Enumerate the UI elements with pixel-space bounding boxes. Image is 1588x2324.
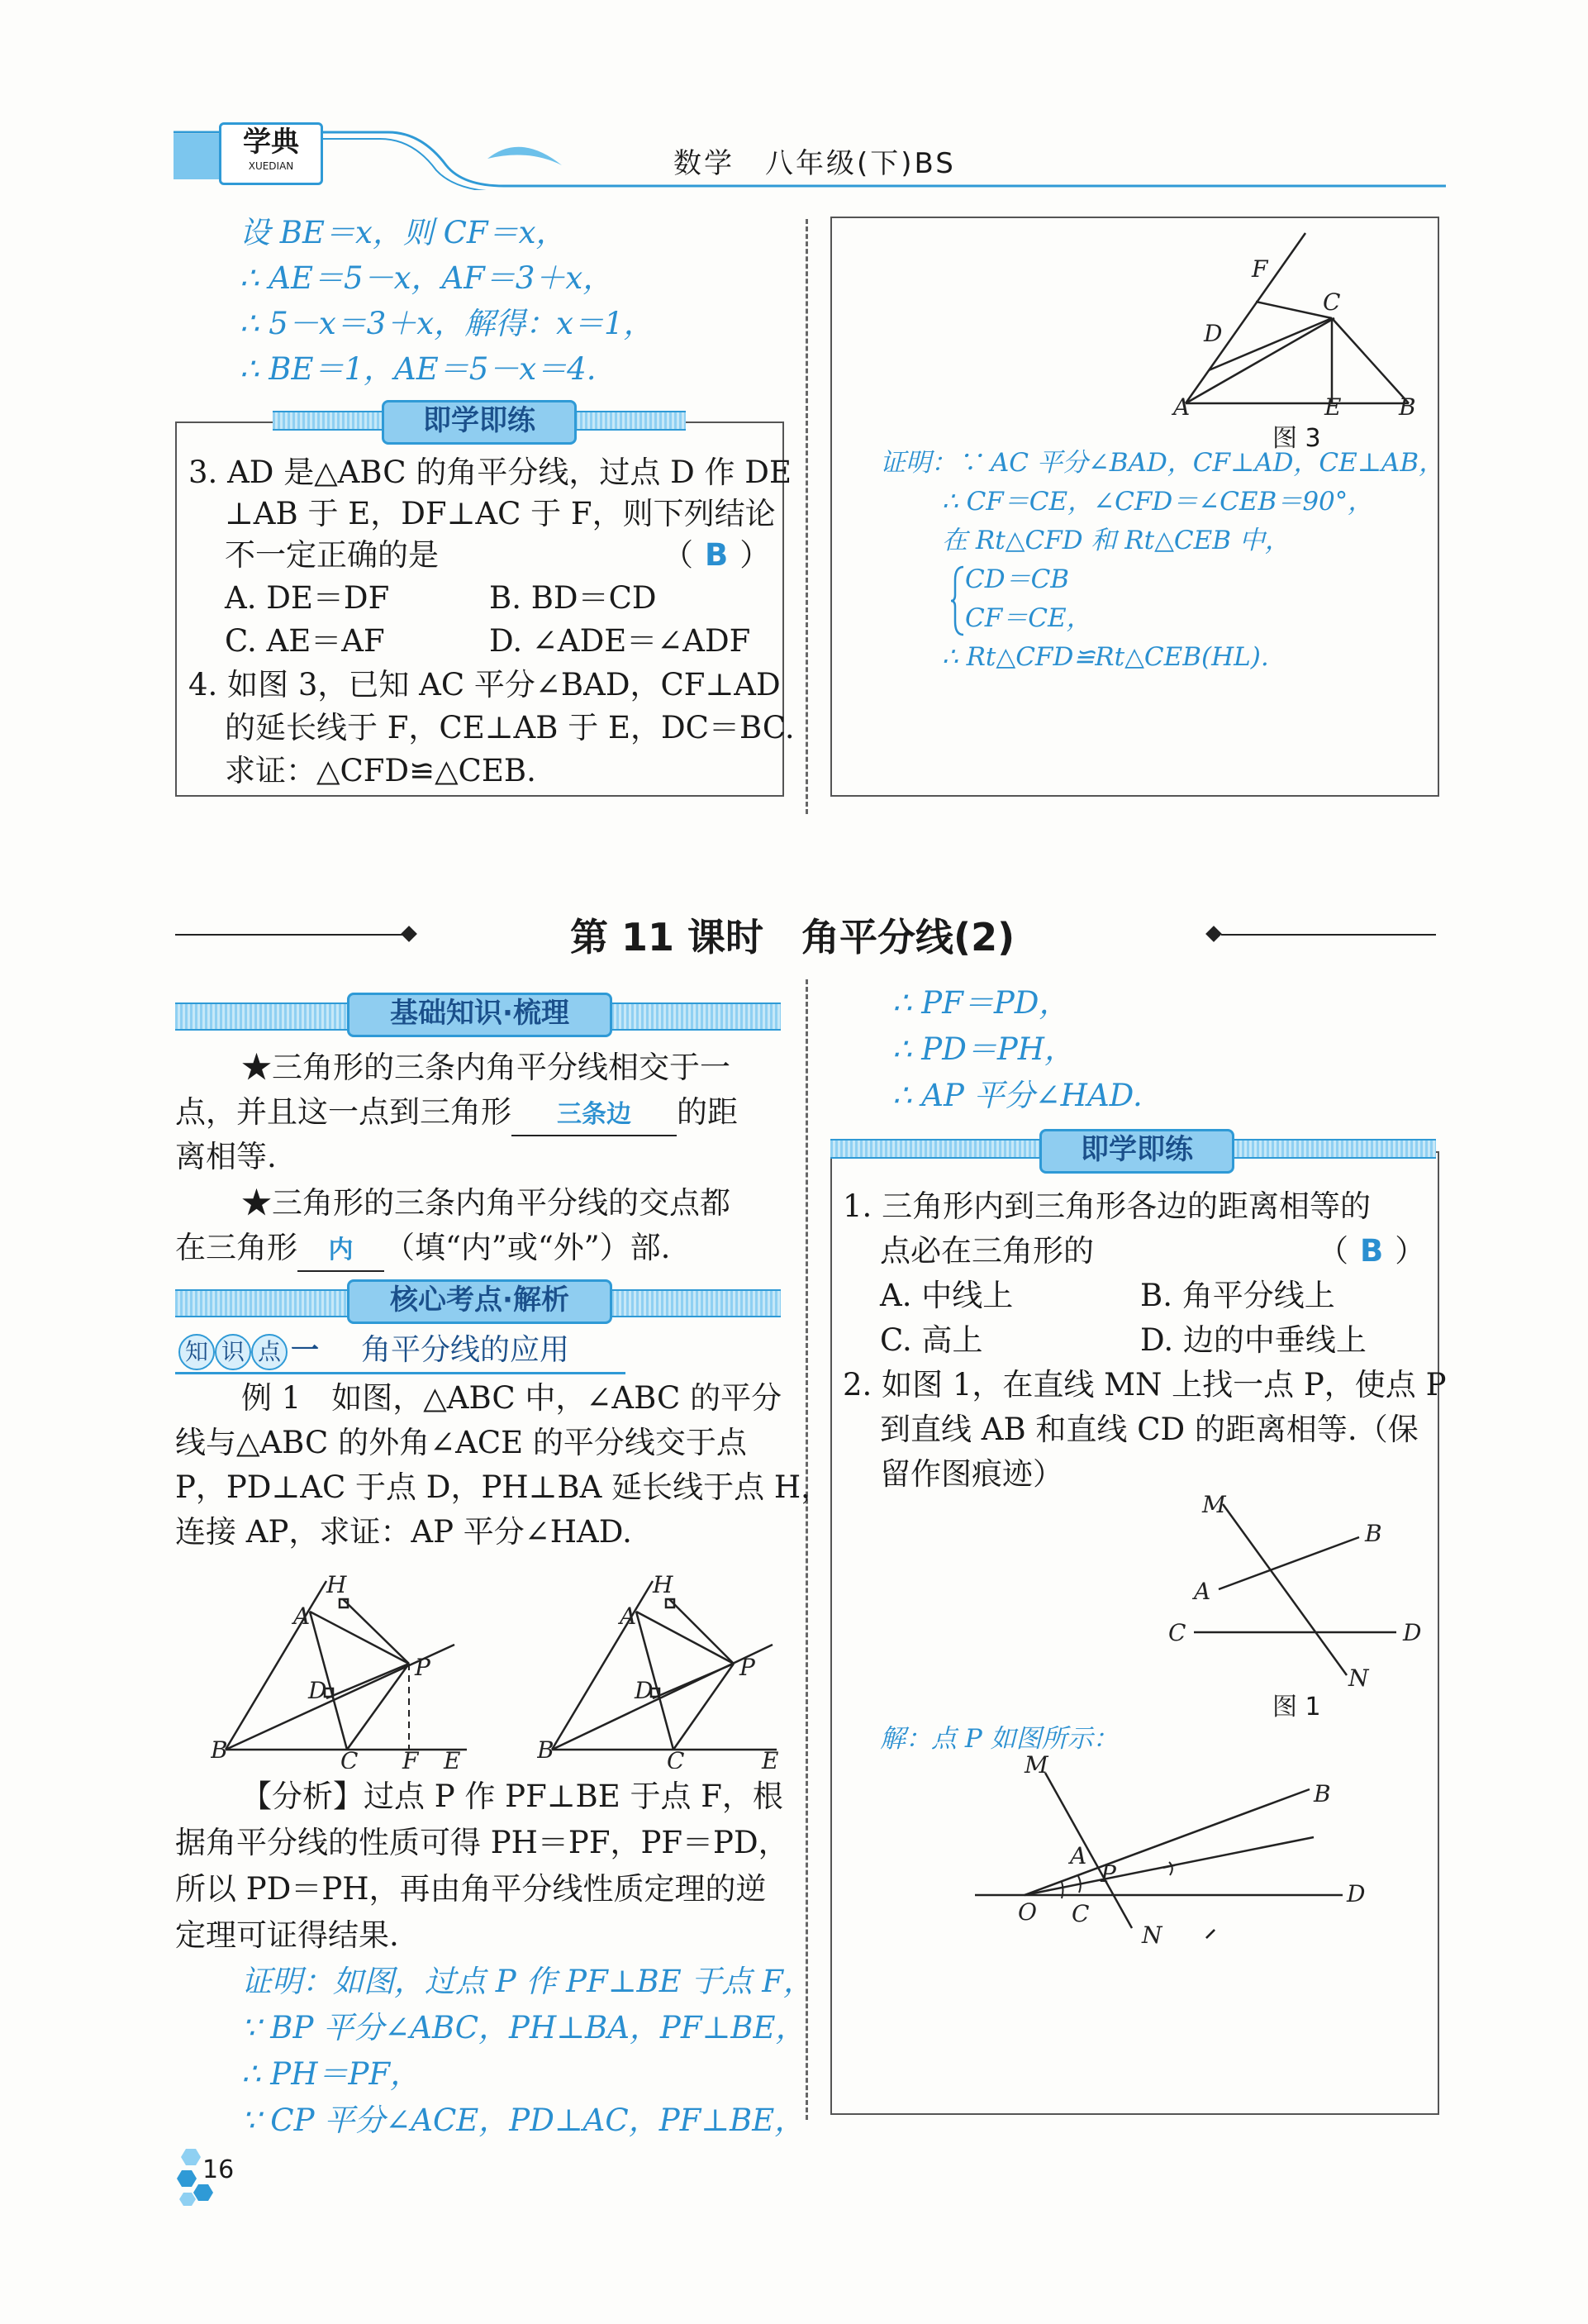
rq2-line: 到直线 AB 和直线 CD 的距离相等.（保 — [880, 1412, 1419, 1447]
bracket-close: ） — [739, 537, 771, 573]
logo — [219, 122, 323, 185]
sol-label-p: P — [1101, 1860, 1116, 1888]
bracket-open: （ — [663, 537, 693, 573]
ex2-label-h: H — [653, 1574, 673, 1598]
figure-1 — [1157, 1492, 1429, 1690]
figure-3 — [1161, 223, 1433, 421]
fig3-label-a: A — [1173, 393, 1191, 421]
proof3-line: CF＝CE， — [965, 603, 1092, 633]
page-number: 16 — [202, 2155, 235, 2184]
example-figure-left — [211, 1574, 475, 1769]
title-rule-left — [175, 934, 407, 936]
fig1-label-m: M — [1202, 1492, 1226, 1518]
sol-label-b: B — [1314, 1780, 1331, 1807]
basics-text: 的距 — [677, 1094, 738, 1130]
title-diamond-left — [401, 926, 417, 942]
ex-proof-cont-line: ∴ PF＝PD， — [892, 985, 1070, 1021]
basics-tag: 基础知识·梳理 — [347, 993, 612, 1037]
analysis-line: 【分析】过点 P 作 PF⊥BE 于点 F，根 — [241, 1779, 783, 1814]
ex-label-e: E — [444, 1747, 461, 1769]
q3-option-b: B. BD＝CD — [489, 580, 657, 616]
fig3-label-f: F — [1252, 255, 1268, 283]
q4-line: 的延长线于 F，CE⊥AB 于 E，DC＝BC. — [225, 710, 795, 745]
header — [0, 0, 1588, 190]
sol-label-c: C — [1072, 1900, 1090, 1927]
ex-proof-line: ∵ CP 平分∠ACE，PD⊥AC，PF⊥BE， — [241, 2103, 806, 2138]
column-divider-bottom — [806, 979, 808, 2120]
q3-option-c: C. AE＝AF — [225, 623, 385, 659]
practice-tag-right: 即学即练 — [1039, 1129, 1234, 1174]
brace-icon — [950, 564, 967, 638]
ex2-label-c: C — [667, 1747, 685, 1769]
basics-text: 点，并且这一点到三角形 — [175, 1094, 511, 1130]
rq1-answer: B — [1360, 1233, 1384, 1269]
proof3-line: CD＝CB — [965, 564, 1070, 594]
kp-badge-char: 点 — [251, 1334, 288, 1370]
ex-proof-cont-line: ∴ AP 平分∠HAD. — [892, 1078, 1143, 1113]
rq2-line: 2. 如图 1，在直线 MN 上找一点 P，使点 P — [843, 1367, 1447, 1402]
example-line: 连接 AP，求证：AP 平分∠HAD. — [175, 1514, 632, 1550]
analysis-line: 定理可证得结果. — [175, 1917, 399, 1953]
ex2-label-e: E — [762, 1747, 779, 1769]
q4-line: 4. 如图 3，已知 AC 平分∠BAD，CF⊥AD — [188, 667, 781, 702]
basics-line — [175, 1228, 670, 1272]
fig3-label-d: D — [1204, 320, 1223, 347]
q4-line: 求证：△CFD≌△CEB. — [225, 753, 536, 788]
rq1-line: 1. 三角形内到三角形各边的距离相等的 — [843, 1188, 1372, 1224]
ex-label-p: P — [415, 1654, 430, 1681]
fig1-label-c: C — [1168, 1619, 1186, 1646]
fig1-label-d: D — [1403, 1619, 1422, 1646]
solution-line: ∴ 5－x＝3＋x，解得：x＝1， — [240, 306, 654, 341]
q3-line: 不一定正确的是 — [225, 537, 439, 573]
ex2-label-b: B — [537, 1736, 554, 1764]
sol-label-d: D — [1347, 1880, 1366, 1907]
ex-label-a: A — [293, 1603, 311, 1630]
q3-line: 3. AD 是△ABC 的角平分线，过点 D 作 DE — [188, 455, 792, 490]
q3-answer: B — [705, 537, 729, 573]
solution-line: ∴ AE＝5－x，AF＝3＋x， — [240, 260, 614, 296]
solution-line: ∴ BE＝1，AE＝5－x＝4. — [240, 351, 597, 387]
lesson-title: 第 11 课时 角平分线(2) — [570, 915, 1015, 960]
fig3-label-e: E — [1324, 393, 1342, 421]
ex2-label-d: D — [635, 1677, 654, 1704]
basics-line: ★三角形的三条内角平分线的交点都 — [241, 1185, 730, 1221]
kp-title: 角平分线的应用 — [361, 1333, 570, 1367]
logo-text: 学典 — [243, 126, 299, 159]
fig3-caption: 图 3 — [1272, 424, 1321, 453]
basics-line: 离相等. — [175, 1139, 277, 1174]
bracket-close: ） — [1395, 1233, 1426, 1269]
fig3-label-c: C — [1323, 288, 1341, 316]
title-rule-right — [1221, 934, 1436, 936]
core-tag: 核心考点·解析 — [347, 1279, 612, 1324]
kp-number: 一 — [291, 1334, 319, 1367]
rq1-option-c: C. 高上 — [880, 1322, 983, 1358]
basics-text: 在三角形 — [175, 1230, 297, 1265]
example-figure-right — [537, 1574, 785, 1769]
rq2-line: 留作图痕迹） — [880, 1456, 1063, 1492]
basics-fill-blank: 内 — [297, 1231, 384, 1272]
bracket-open: （ — [1318, 1233, 1348, 1269]
kp-badge-char: 识 — [215, 1334, 251, 1370]
ex-proof-line: 证明：如图，过点 P 作 PF⊥BE 于点 F， — [241, 1964, 814, 1999]
basics-line — [175, 1093, 738, 1136]
proof3-line: ∴ CF＝CE，∠CFD＝∠CEB＝90°， — [942, 487, 1374, 517]
header-title: 数学 八年级(下)BS — [673, 147, 956, 180]
q3-answer-slot — [663, 536, 770, 575]
basics-fill-blank: 三条边 — [511, 1095, 677, 1136]
proof3-line: 证明：∵ AC 平分∠BAD，CF⊥AD，CE⊥AB， — [880, 448, 1445, 478]
fig1-caption: 图 1 — [1272, 1693, 1321, 1722]
solution-label: 解：点 P 如图所示： — [880, 1724, 1119, 1754]
basics-line: ★三角形的三条内角平分线相交于一 — [241, 1050, 730, 1085]
fig1-label-a: A — [1194, 1578, 1211, 1605]
analysis-line: 据角平分线的性质可得 PH＝PF，PF＝PD， — [175, 1825, 789, 1860]
ex-label-d: D — [308, 1677, 327, 1704]
q3-option-d: D. ∠ADE＝∠ADF — [489, 623, 751, 659]
basics-text: （填“内”或“外”）部. — [384, 1230, 671, 1265]
ex2-label-p: P — [739, 1654, 755, 1681]
ex-label-h: H — [326, 1574, 347, 1598]
fig1-label-n: N — [1348, 1664, 1369, 1690]
example-line: P，PD⊥AC 于点 D，PH⊥BA 延长线于点 H， — [175, 1469, 832, 1505]
ex2-label-a: A — [620, 1603, 637, 1630]
q3-option-a: A. DE＝DF — [225, 580, 390, 616]
sol-label-m: M — [1025, 1751, 1048, 1779]
sol-label-n: N — [1142, 1922, 1162, 1949]
ex-label-f: F — [402, 1747, 419, 1769]
sol-label-a: A — [1070, 1842, 1087, 1869]
rq1-option-a: A. 中线上 — [880, 1278, 1014, 1313]
knowledge-point-header — [175, 1332, 625, 1374]
fig1-label-b: B — [1365, 1520, 1382, 1547]
column-divider-top — [806, 219, 808, 814]
q3-line: ⊥AB 于 E，DF⊥AC 于 F，则下列结论 — [225, 496, 776, 531]
practice-tag-left: 即学即练 — [382, 400, 577, 445]
kp-badge-char: 知 — [178, 1334, 215, 1370]
solution-line: 设 BE＝x，则 CF＝x， — [240, 215, 567, 250]
example-line: 线与△ABC 的外角∠ACE 的平分线交于点 — [175, 1425, 747, 1460]
ex-proof-line: ∴ PH＝PF， — [241, 2056, 421, 2092]
ex-proof-line: ∵ BP 平分∠ABC，PH⊥BA，PF⊥BE， — [241, 2010, 806, 2045]
rq1-option-d: D. 边的中垂线上 — [1140, 1322, 1367, 1358]
analysis-line: 所以 PD＝PH，再由角平分线性质定理的逆 — [175, 1871, 767, 1907]
proof3-line: ∴ Rt△CFD≌Rt△CEB(HL). — [942, 642, 1269, 672]
logo-subtext: XUEDIAN — [248, 160, 294, 172]
proof3-line: 在 Rt△CFD 和 Rt△CEB 中， — [942, 526, 1291, 555]
rq1-line: 点必在三角形的 — [880, 1233, 1094, 1269]
ex-label-c: C — [340, 1747, 359, 1769]
title-diamond-right — [1205, 926, 1222, 942]
fig3-label-b: B — [1399, 393, 1416, 421]
solution-figure — [967, 1740, 1413, 1955]
sol-label-o: O — [1018, 1898, 1037, 1926]
ex-proof-cont-line: ∴ PD＝PH， — [892, 1031, 1076, 1067]
example-line: 例 1 如图，△ABC 中，∠ABC 的平分 — [241, 1380, 782, 1416]
rq1-option-b: B. 角平分线上 — [1140, 1278, 1335, 1313]
ex-label-b: B — [211, 1736, 228, 1764]
rq1-answer-slot — [1318, 1231, 1425, 1271]
